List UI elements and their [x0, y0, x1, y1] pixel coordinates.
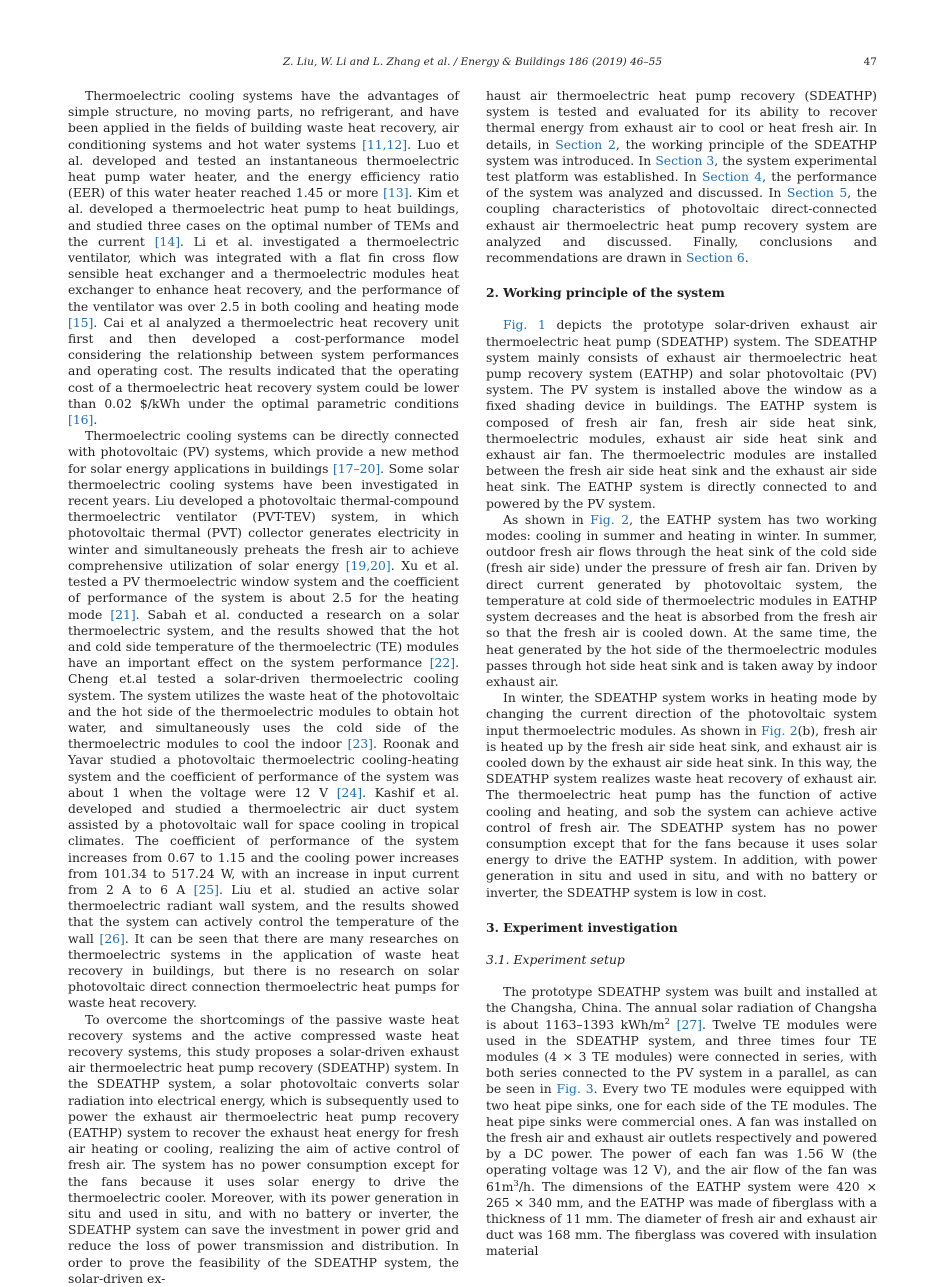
- citation-link[interactable]: [23]: [347, 737, 373, 752]
- citation-link[interactable]: [26]: [99, 931, 125, 946]
- section-link[interactable]: Section 2: [555, 137, 616, 152]
- subsection-heading-setup: 3.1. Experiment setup: [486, 952, 625, 967]
- citation-link[interactable]: [19,20]: [345, 558, 391, 573]
- paragraph-intro-thermoelectric: Thermoelectric cooling systems have the advantages of simple structure, no moving parts, no refrigerant, and have been applied in the fields of building waste heat recovery, air conditioning systems and hot water systems [11,12]. Luo et al. developed and tested an instantaneous thermoelectric heat pump water heater, and the energy efficiency ratio (EER) of this water heater reached 1.45 or more [13]. Kim et al. developed a thermoelectric heat pump to heat buildings, and studied three cases on the optimal number of TEMs and the current [14]. Li et al. investigated a thermoelectric ventilator, which was integrated with a flat fin cross flow sensible heat exchanger and a thermoelectric modules heat exchanger to enhance heat recovery, and the performance of the ventilator was over 2.5 in both cooling and heating mode [15]. Cai et al analyzed a thermoelectric heat recovery unit first and then developed a cost-performance model considering the relationship between system performances and operating cost. The results indicated that the operating cost of a thermoelectric heat recovery system could be lower than 0.02 $/kWh under the optimal parametric conditions [16].: [68, 89, 459, 428]
- paragraph-sdeathp-proposal: To overcome the shortcomings of the passive waste heat recovery systems and the active compressed waste heat recovery systems, this study proposes a solar-driven exhaust air thermoelectric heat pump recovery (SDEATHP) system. In the SDEATHP system, a solar photovoltaic converts solar radiation into electrical energy, which is subsequently used to power the exhaust air thermoelectric heat pump recovery (EATHP) system to recover the exhaust heat energy for fresh air heating or cooling, realizing the aim of active control of fresh air. The system has no power consumption except for the fans because it uses solar energy to drive the thermoelectric cooler. Moreover, with its power generation in situ and used in situ, and with no battery or inverter, the SDEATHP system can save the investment in power grid and reduce the loss of power transmission and distribution. In order to prove the feasibility of the SDEATHP system, the solar-driven ex-: [68, 1012, 459, 1286]
- paragraph-experiment-setup: The prototype SDEATHP system was built and installed at the Changsha, China. The annual solar radiation of Changsha is about 1163–1393 kWh/$m^2$ [27]. Twelve TE modules were used in the SDEATHP system, and three times four TE modules (4 × 3 TE modules) were connected in series, with both series connected to the PV system in a parallel, as can be seen in Fig. 3. Every two TE modules were equipped with two heat pipe sinks, one for each side of the TE modules. The heat pipe sinks were commercial ones. A fan was installed on the fresh air and exhaust air outlets respectively and powered by a DC power. The power of each fan was 1.56 W (the operating voltage was 12 V), and the air flow of the fan was $61m^3/h$. The dimensions of the EATHP system were 420 × 265 × 340 mm, and the EATHP was made of fiberglass with a thickness of 11 mm. The diameter of fresh air and exhaust air duct was 168 mm. The fiberglass was covered with insulation material: [486, 985, 877, 1259]
- citation-link[interactable]: [17–20]: [332, 461, 381, 476]
- figure-link[interactable]: Fig. 3: [556, 1082, 594, 1097]
- figure-link[interactable]: Fig. 2: [761, 723, 798, 738]
- paragraph-pv-thermoelectric: Thermoelectric cooling systems can be directly connected with photovoltaic (PV) systems, which provide a new method for solar energy applications in buildings [17–20]. Some solar thermoelectric cooling systems have been investigated in recent years. Liu developed a photovoltaic thermal-compound thermoelectric ventilator (PVT-TEV) system, in which photovoltaic thermal (PVT) collector generates electricity in winter and simultaneously preheats the fresh air to achieve comprehensive utilization of solar energy [19,20]. Xu et al. tested a PV thermoelectric window system and the coefficient of performance of the system is about 2.5 for the heating mode [21]. Sabah et al. conducted a research on a solar thermoelectric system, and the results showed that the hot and cold side temperature of the thermoelectric (TE) modules have an important effect on the system performance [22]. Cheng et.al tested a solar-driven thermoelectric cooling system. The system utilizes the waste heat of the photovoltaic and the hot side of the thermoelectric modules to obtain hot water, and simultaneously uses the cold side of the thermoelectric modules to cool the indoor [23]. Roonak and Yavar studied a photovoltaic thermoelectric cooling-heating system and the coefficient of performance of the system was about 1 when the voltage were 12 V [24]. Kashif et al. developed and studied a thermoelectric air duct system assisted by a photovoltaic wall for space cooling in tropical climates. The coefficient of performance of the system increases from 0.67 to 1.15 and the cooling power increases from 101.34 to 517.24 W, with an increase in input current from 2 A to 6 A [25]. Liu et al. studied an active solar thermoelectric radiant wall system, and the results showed that the system can actively control the temperature of the wall [26]. It can be seen that there are many researches on thermoelectric systems in the application of waste heat recovery in buildings, but there is no research on solar photovoltaic direct connection thermoelectric heat pumps for waste heat recovery.: [68, 429, 460, 1011]
- right-column: [486, 88, 877, 1260]
- citation-link[interactable]: [14]: [154, 234, 181, 249]
- section-link[interactable]: Section 5: [786, 186, 848, 201]
- citation-link[interactable]: [16]: [68, 413, 94, 428]
- citation-link[interactable]: [13]: [383, 186, 409, 201]
- citation-link[interactable]: [15]: [68, 315, 94, 330]
- citation-link[interactable]: [27]: [676, 1017, 702, 1032]
- running-header: [68, 56, 877, 72]
- paragraph-outline: haust air thermoelectric heat pump recovery (SDEATHP) system is tested and evaluated for its ability to recover thermal energy from exhaust air to cool or heat fresh air. In details, in Section 2, the working principle of the SDEATHP system was introduced. In Section 3, the system experimental test platform was established. In Section 4, the performance of the system was analyzed and discussed. In Section 5, the coupling characteristics of photovoltaic direct-connected exhaust air thermoelectric heat pump recovery system are analyzed and discussed. Finally, conclusions and recommendations are drawn in Section 6.: [486, 89, 877, 266]
- citation-link[interactable]: [24]: [336, 785, 363, 800]
- paragraph-working-modes: As shown in Fig. 2, the EATHP system has two working modes: cooling in summer and heating in winter. In summer, outdoor fresh air flows through the heat sink of the cold side (fresh air side) under the pressure of fresh air fan. Driven by direct current generated by photovoltaic system, the temperature at cold side of thermoelectric modules in EATHP system decreases and the heat is absorbed from the fresh air so that the fresh air is cooled down. At the same time, the heat generated by the hot side of the thermoelectric modules passes through hot side heat sink and is taken away by indoor exhaust air.: [486, 512, 877, 689]
- figure-link[interactable]: Fig. 1: [503, 318, 546, 333]
- citation-link[interactable]: [11,12]: [362, 137, 408, 152]
- citation-link[interactable]: [22]: [429, 656, 456, 671]
- section-link[interactable]: Section 3: [655, 153, 715, 168]
- section-heading-experiment: 3. Experiment investigation: [486, 919, 678, 935]
- figure-link[interactable]: Fig. 2: [590, 512, 630, 527]
- journal-citation: Z. Liu, W. Li and L. Zhang et al. / Energy & Buildings 186 (2019) 46–55: [282, 56, 663, 68]
- paragraph-system-description: Fig. 1 depicts the prototype solar-driven exhaust air thermoelectric heat pump (SDEATHP) system. The SDEATHP system mainly consists of exhaust air thermoelectric heat pump recovery system (EATHP) and solar photovoltaic (PV) system. The PV system is installed above the window as a fixed shading device in buildings. The EATHP system is composed of fresh air fan, fresh air side heat sink, thermoelectric modules, exhaust air side heat sink and exhaust air fan. The thermoelectric modules are installed between the fresh air side heat sink and the exhaust air side heat sink. The EATHP system is directly connected to and powered by the PV system.: [486, 318, 877, 511]
- section-link[interactable]: Section 4: [701, 170, 763, 185]
- citation-link[interactable]: [25]: [193, 882, 219, 897]
- paragraph-heating-mode: In winter, the SDEATHP system works in heating mode by changing the current direction of the photovoltaic system input thermoelectric modules. As shown in Fig. 2(b), fresh air is heated up by the fresh air side heat sink, and exhaust air is cooled down by the exhaust air side heat sink. In this way, the SDEATHP system realizes waste heat recovery of exhaust air. The thermoelectric heat pump has the function of active cooling and heating, and sob the system can achieve active control of fresh air. The SDEATHP system has no power consumption except that for the fans because it uses solar energy to drive the EATHP system. In addition, with power generation in situ and used in situ, and with no battery or inverter, the SDEATHP system is low in cost.: [486, 691, 877, 900]
- page-number: 47: [863, 56, 877, 68]
- left-column: [68, 88, 459, 1287]
- section-link[interactable]: Section 6: [685, 251, 745, 266]
- section-heading-working-principle: 2. Working principle of the system: [486, 285, 725, 301]
- citation-link[interactable]: [21]: [110, 607, 136, 622]
